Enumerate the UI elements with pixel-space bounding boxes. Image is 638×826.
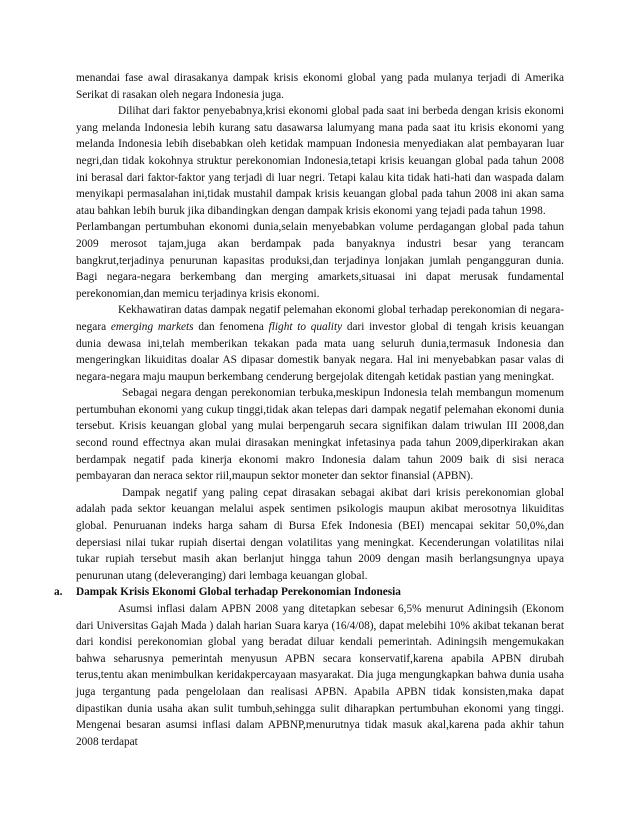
document-page [54, 70, 565, 750]
paragraph-financial-sector: Dampak negatif yang paling cepat dirasakan sebagai akibat dari krisis perekonomian global adalah pada sektor keuangan melalui aspek sentimen psikologis maupun akibat merosotnya likuiditas global. Penuruanan indeks harga saham di Bursa Efek Indonesia (BEI) mencapai sekitar 50,0%,dan depersiasi nilai tukar rupiah disertai dengan volatilitas yang meningkat. Kecenderungan volatilitas nilai tukar rupiah tersebut masih akan berlanjut hingga tahun 2009 dengan masih berlangsungnya upaya penurunan utang (deleveranging) dari lembaga keuangan global. [76, 486, 564, 582]
paragraph-open-economy: Sebagai negara dengan perekonomian terbuka,meskipun Indonesia telah membangun momenum pertumbuhan ekonomi yang cukup tinggi,tidak akan telepas dari dampak negatif pelemahan ekonomi dunia tersebut. Krisis keuangan global yang mulai berpengaruh secara signifikan dalam triwulan III 2008,dan second round effectnya akan mulai dirasakan meningkat infetasinya pada tahun 2009,diperkirakan akan berdampak negatif pada kinerja ekonomi makro Indonesia dalam tahun 2009 baik di sisi neraca pembayaran dan neraca sektor riil,maupun sektor moneter dan sektor finansial (APBN). [76, 387, 564, 483]
text-segment: dari investor global di tengah krisis keuangan dunia dewasa ini,telah memberikan tekakan pada mata uang seluruh dunia,termasuk Indonesia dan mengeringkan likuiditas doalar AS dipasar domestik banyak negara. Hal ini menyebabkan pasar valas di negara-negara maju maupun berkembang cenderung bergejolak ditengah ketidak pastian yang meningkat. [76, 320, 565, 383]
paragraph-emerging-markets [76, 302, 564, 385]
section-title: Dampak Krisis Ekonomi Global terhadap Perekonomian Indonesia [76, 586, 401, 599]
emphasis-flight-to-quality: flight to quality [268, 320, 343, 333]
paragraph-growth-slowdown: Perlambangan pertumbuhan ekonomi dunia,selain menyebabkan volume perdagangan global pada tahun 2009 merosot tajam,juga akan berdampak pada banyaknya industri besar yang terancam bangkrut,terjadinya penurunan kapasitas produksi,dan terjadinya lonjakan jumlah pengangguran dunia. Bagi negara-negara berkembang dan merging amarkets,situasai ini dapat merusak fundamental perekonomian,dan memicu terjadinya krisis ekonomi. [76, 221, 564, 300]
emphasis-emerging-markets: emerging markets [110, 320, 194, 333]
paragraph-inflation-assumption: Asumsi inflasi dalam APBN 2008 yang ditetapkan sebesar 6,5% menurut Adiningsih (Ekonom dari Universitas Gajah Mada ) dalah harian Suara karya (16/4/08), dapat melebihi 10% akibat tekanan berat dari kondisi perekonomian global yang beradat diluar kendali pemerintah. Adiningsih mengemukakan bahwa seharusnya pemerintah menyusun APBN secara konservatif,karena apabila APBN dirubah terus,tentu akan menimbulkan keridakpercayaan masyarakat. Dia juga mengungkapkan bahwa dunia usaha juga tergantung pada pengelolaan dan realisasi APBN. Apabila APBN tidak konsisten,maka dapat dipastikan dunia usaha akan sulit tumbuh,sehingga sulit diharapkan pertumbuhan ekonomi yang tinggi. Mengenai besaran asumsi inflasi dalam APBNP,menurutnya tidak masuk akal,karena pada akhir tahun 2008 terdapat [76, 603, 564, 748]
text-segment: Kekhawatiran datas dampak negatif pelemahan ekonomi global terhadap perekonomian di negara-negara [76, 304, 564, 333]
text-segment: dan fenomena [198, 320, 264, 333]
section-marker: a. [54, 586, 63, 599]
paragraph-crisis-cause: Dilihat dari faktor penyebabnya,krisi ekonomi global pada saat ini berbeda dengan krisis ekonomi yang melanda Indonesia lebih kurang satu dasawarsa lalumyang mana pada saat itu krisis ekonomi yang melanda Indonesia lebih disebabkan oleh ketidak mampuan Indonesia menyediakan alat pembayaran luar negri,dan tidak kokohnya struktur perekonomian Indonesia,tetapi krisis keuangan global pada tahun 2008 ini berasal dari faktor-faktor yang terjadi di luar negri. Tetapi kalau kita tidak hati-hati dan waspada dalam menyikapi permasalahan ini,tidak mustahil dampak krisis keuangan global pada tahun 2008 ini akan sama atau bahkan lebih buruk jika dibandingkan dengan dampak krisis ekonomi yang tejadi pada tahun 1998. [76, 105, 564, 217]
paragraph-opening: menandai fase awal dirasakanya dampak krisis ekonomi global yang pada mulanya terjadi di Amerika Serikat di rasakan oleh negara Indonesia juga. [76, 72, 564, 101]
section-heading [54, 584, 564, 601]
